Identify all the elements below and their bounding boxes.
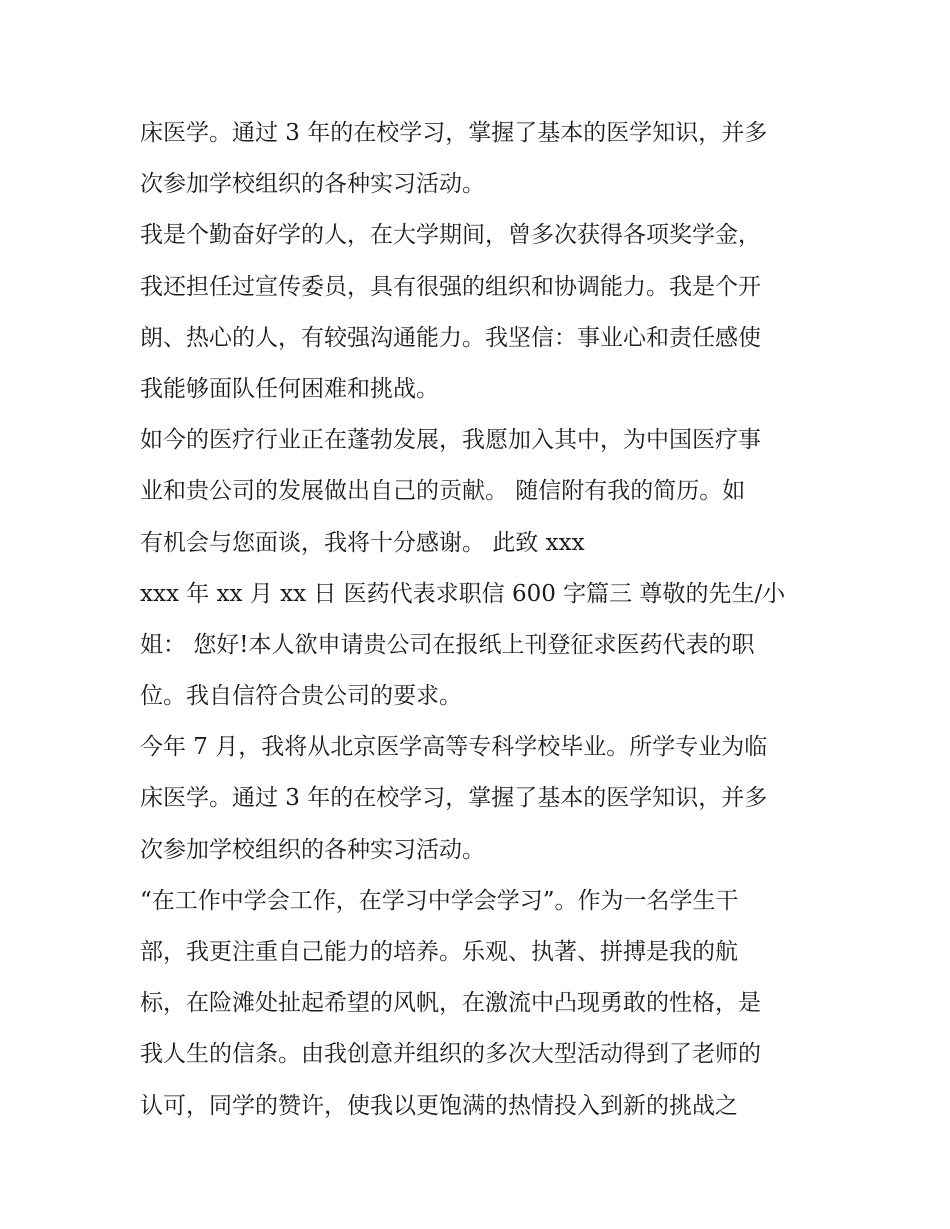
text-line: 我是个勤奋好学的人，在大学期间，曾多次获得各项奖学金， xyxy=(140,222,761,249)
text-line: 位。我自信符合贵公司的要求。 xyxy=(140,683,462,710)
text-line: 业和贵公司的发展做出自己的贡献。 随信附有我的简历。如 xyxy=(140,478,746,505)
text-line: xxx 年 xx 月 xx 日 医药代表求职信 600 字篇三 尊敬的先生/小 xyxy=(140,580,786,607)
text-line: 今年 7 月，我将从北京医学高等专科学校毕业。所学专业为临 xyxy=(140,734,768,761)
text-line: 我还担任过宣传委员，具有很强的组织和协调能力。我是个开 xyxy=(140,273,761,300)
text-line: 姐： 您好!本人欲申请贵公司在报纸上刊登征求医药代表的职 xyxy=(140,631,755,658)
text-line: 认可，同学的赞许，使我以更饱满的热情投入到新的挑战之 xyxy=(140,1092,738,1119)
text-line: 部，我更注重自己能力的培养。乐观、执著、拼搏是我的航 xyxy=(140,939,738,965)
text-line: 我人生的信条。由我创意并组织的多次大型活动得到了老师的 xyxy=(140,1041,761,1068)
text-line: 如今的医疗行业正在蓬勃发展，我愿加入其中，为中国医疗事 xyxy=(140,427,761,454)
text-line: 我能够面队任何困难和挑战。 xyxy=(140,375,439,402)
document-body xyxy=(140,108,816,1132)
text-line: 床医学。通过 3 年的在校学习，掌握了基本的医学知识，并多 xyxy=(140,785,768,812)
text-line: 次参加学校组织的各种实习活动。 xyxy=(140,171,485,198)
text-line: 有机会与您面谈，我将十分感谢。 此致 xxx xyxy=(140,529,585,556)
text-line: 次参加学校组织的各种实习活动。 xyxy=(140,836,485,863)
text-line: 朗、热心的人，有较强沟通能力。我坚信：事业心和责任感使 xyxy=(140,324,761,351)
text-line: “在工作中学会工作，在学习中学会学习”。作为一名学生干 xyxy=(140,887,739,914)
text-line: 标，在险滩处扯起希望的风帆，在激流中凸现勇敢的性格，是 xyxy=(140,990,761,1017)
text-line: 床医学。通过 3 年的在校学习，掌握了基本的医学知识，并多 xyxy=(140,120,768,146)
